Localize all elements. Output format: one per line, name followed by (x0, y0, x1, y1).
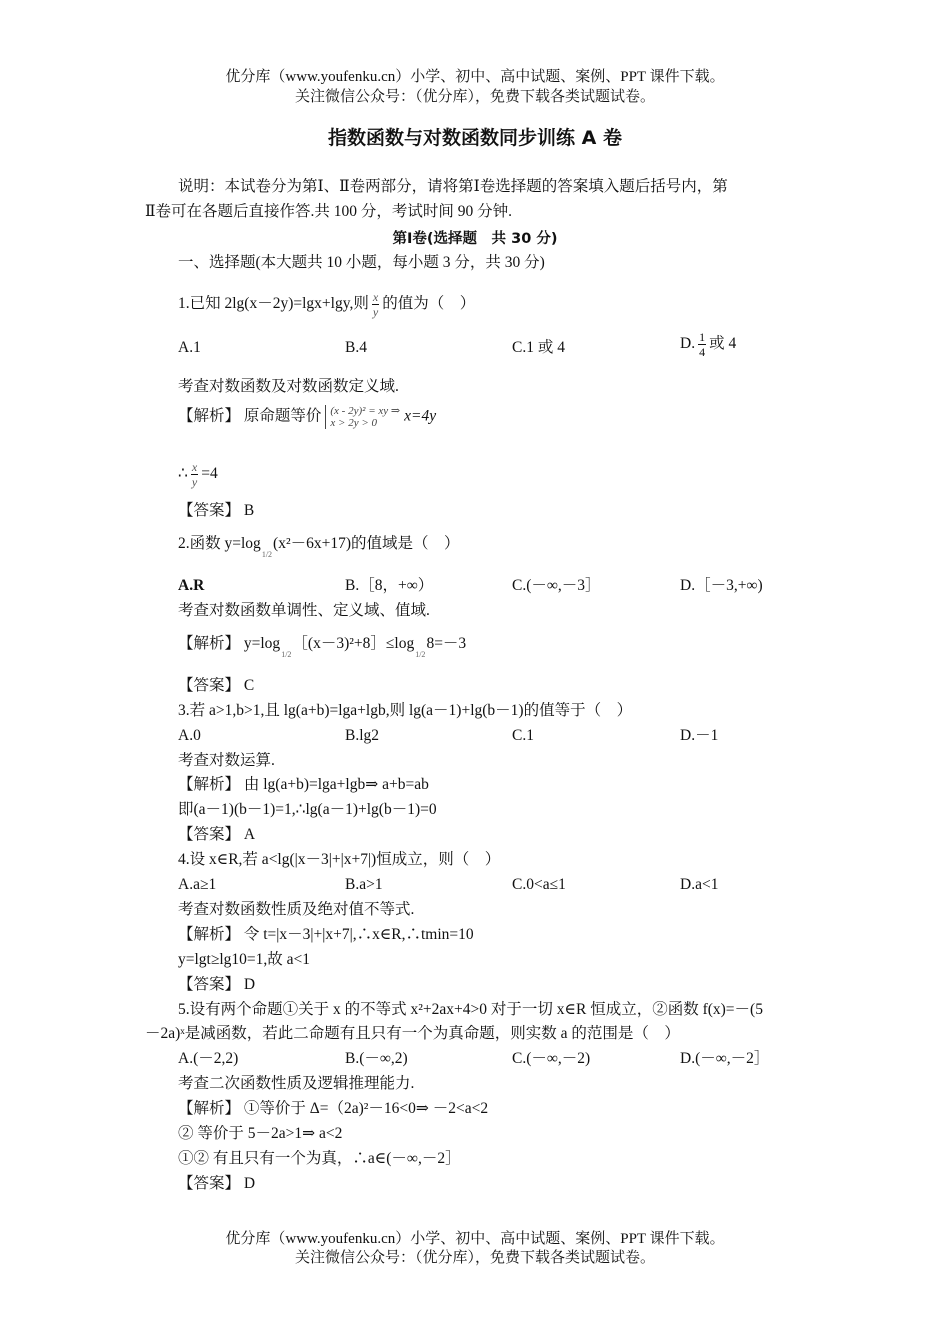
q2-answer: 【答案】 C (178, 677, 255, 694)
footer-line-1: 优分库（www.youfenku.cn）小学、初中、高中试题、案例、PPT 课件下载。 (225, 1231, 725, 1247)
q4-option-b: B.a>1 (345, 876, 383, 893)
q1-stem-fraction (372, 290, 379, 319)
q1-option-d-num: 1 (699, 330, 706, 344)
q1-therefore-den: y (191, 475, 198, 489)
q2-analysis-base-2: 1/2 (415, 650, 426, 659)
q5-option-d: D.(－∞,－2］ (680, 1050, 770, 1067)
q1-sys-line-2: x > 2y > 0 (330, 417, 378, 429)
q1-option-b: B.4 (345, 339, 367, 356)
q2-note: 考查对数函数单调性、定义域、值域. (178, 602, 430, 619)
q2-option-b: B.［8，+∞） (345, 577, 434, 594)
q2-analysis-base-1: 1/2 (281, 650, 292, 659)
q3-analysis: 【解析】 由 lg(a+b)=lga+lgb⇒ a+b=ab (178, 776, 429, 793)
q2-option-a: A.R (178, 577, 205, 594)
q1-option-d-pre: D. (680, 335, 696, 353)
q2-analysis-pre: 【解析】 y=log (178, 635, 281, 652)
q1-option-d-post: 或 4 (709, 335, 737, 353)
page-title: 指数函数与对数函数同步训练 A 卷 (328, 127, 622, 149)
q5-analysis-line-2: ② 等价于 5－2a>1⇒ a<2 (178, 1125, 343, 1142)
q4-analysis-line-2: y=lgt≥lg10=1,故 a<1 (178, 951, 311, 968)
q2-stem-pre: 2.函数 y=log (178, 535, 261, 552)
q1-option-d (680, 330, 736, 359)
q2-option-c: C.(－∞,－3］ (512, 577, 601, 594)
section-title: 第Ⅰ卷(选择题 共 30 分) (392, 231, 558, 247)
q1-stem-post: 的值为（ ） (382, 295, 476, 313)
q1-therefore-post: =4 (201, 465, 218, 483)
q5-option-a: A.(－2,2) (178, 1050, 239, 1067)
q4-answer: 【答案】 D (178, 976, 256, 993)
q1-analysis (178, 405, 436, 429)
q4-option-d: D.a<1 (680, 876, 719, 893)
q1-stem (178, 290, 475, 319)
q4-stem: 4.设 x∈R,若 a<lg(|x－3|+|x+7|)恒成立，则（ ） (178, 851, 501, 868)
q3-answer: 【答案】 A (178, 826, 256, 843)
q1-option-d-fraction (698, 330, 706, 359)
q3-note: 考查对数运算. (178, 752, 275, 769)
q2-analysis (178, 634, 467, 659)
q3-option-c: C.1 (512, 727, 534, 744)
q5-note: 考查二次函数性质及逻辑推理能力. (178, 1075, 415, 1092)
q3-option-b: B.lg2 (345, 727, 380, 744)
q1-option-c: C.1 或 4 (512, 339, 565, 356)
q5-stem-line-2: －2a)ˣ是减函数，若此二命题有且只有一个为真命题，则实数 a 的范围是（ ） (145, 1025, 680, 1042)
q3-option-d: D.－1 (680, 727, 719, 744)
part-title: 一、选择题(本大题共 10 小题，每小题 3 分，共 30 分) (178, 254, 545, 271)
intro-line-2: Ⅱ卷可在各题后直接作答.共 100 分，考试时间 90 分钟. (145, 203, 513, 220)
q1-therefore-sign: ∴ (178, 465, 188, 483)
q2-analysis-mid: ［(x－3)²+8］≤log (292, 635, 415, 652)
header-line-2: 关注微信公众号：（优分库），免费下载各类试题试卷。 (294, 89, 655, 105)
q5-analysis: 【解析】 ①等价于 Δ=（2a)²－16<0⇒ －2<a<2 (178, 1100, 489, 1117)
q1-analysis-post: x=4y (404, 407, 437, 425)
q5-option-c: C.(－∞,－2) (512, 1050, 591, 1067)
q1-therefore-num: x (191, 460, 198, 474)
q3-option-a: A.0 (178, 727, 201, 744)
q5-answer: 【答案】 D (178, 1175, 256, 1192)
footer-line-2: 关注微信公众号：（优分库），免费下载各类试题试卷。 (294, 1250, 655, 1266)
q5-option-b: B.(－∞,2) (345, 1050, 408, 1067)
q1-therefore-fraction (191, 460, 198, 489)
intro-line-1: 说明：本试卷分为第Ⅰ、Ⅱ卷两部分，请将第Ⅰ卷选择题的答案填入题后括号内，第 (178, 178, 728, 195)
q2-option-d: D.［－3,+∞) (680, 577, 763, 594)
q1-analysis-pre: 【解析】 原命题等价 (178, 407, 322, 425)
q1-frac-num: x (372, 290, 379, 304)
q1-sys-line-1: (x - 2y)² = xy ⇒ (330, 405, 401, 417)
q1-frac-den: y (372, 305, 379, 319)
q4-note: 考查对数函数性质及绝对值不等式. (178, 901, 415, 918)
q5-analysis-line-3: ①② 有且只有一个为真，∴a∈(－∞,－2］ (178, 1150, 461, 1167)
q4-option-a: A.a≥1 (178, 876, 217, 893)
q1-option-d-den: 4 (699, 345, 706, 359)
q4-analysis: 【解析】 令 t=|x－3|+|x+7|,∴x∈R,∴tmin=10 (178, 926, 474, 943)
q3-stem: 3.若 a>1,b>1,且 lg(a+b)=lga+lgb,则 lg(a－1)+lg(b－1)的值等于（ ） (178, 702, 633, 719)
q2-stem-post: (x²－6x+17)的值域是（ ） (273, 535, 460, 552)
q3-analysis-line-2: 即(a－1)(b－1)=1,∴lg(a－1)+lg(b－1)=0 (178, 801, 437, 818)
q2-log-base: 1/2 (261, 550, 273, 559)
q1-equation-system (325, 405, 400, 429)
q1-answer: 【答案】 B (178, 502, 255, 519)
q1-stem-pre: 1.已知 2lg(x－2y)=lgx+lgy,则 (178, 295, 369, 313)
q2-analysis-post: 8=－3 (426, 635, 467, 652)
q4-option-c: C.0<a≤1 (512, 876, 566, 893)
header-line-1: 优分库（www.youfenku.cn）小学、初中、高中试题、案例、PPT 课件下载。 (225, 69, 725, 85)
q2-stem (178, 534, 460, 559)
q1-note: 考查对数函数及对数函数定义域. (178, 378, 399, 395)
q1-option-a: A.1 (178, 339, 201, 356)
q1-therefore (178, 460, 218, 489)
q5-stem-line-1: 5.设有两个命题①关于 x 的不等式 x²+2ax+4>0 对于一切 x∈R 恒成立，②函数 f(x)=－(5 (178, 1001, 763, 1018)
